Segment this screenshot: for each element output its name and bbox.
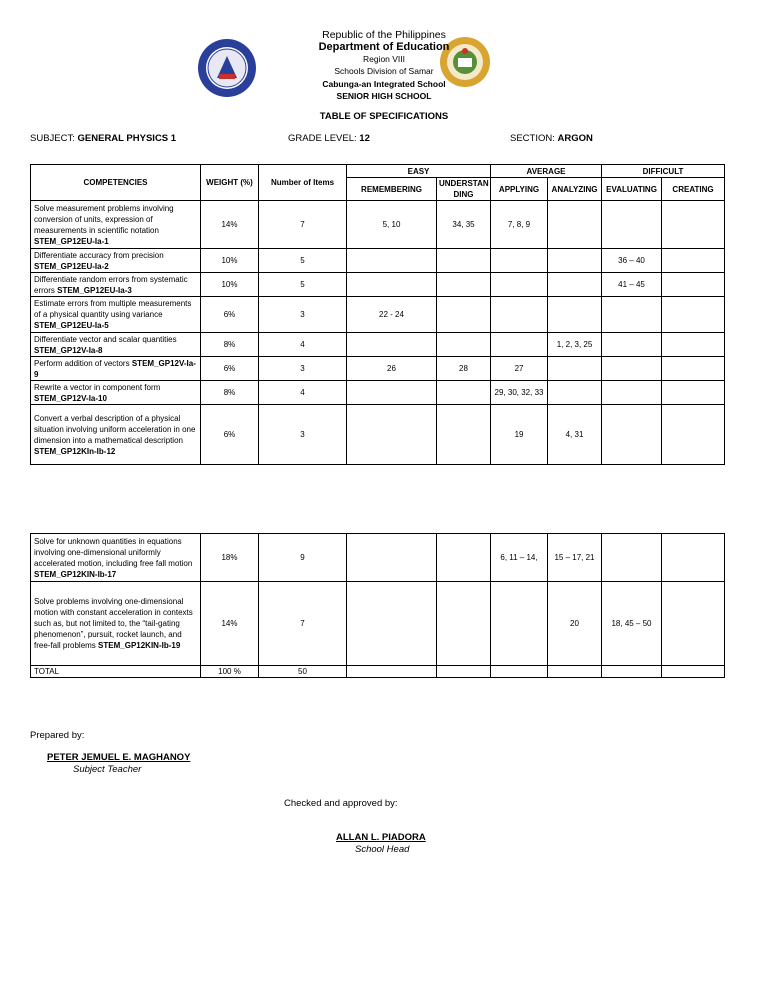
understanding-cell	[437, 381, 491, 405]
creating-cell	[662, 201, 725, 249]
empty-cell	[602, 666, 662, 678]
evaluating-cell: 18, 45 – 50	[602, 582, 662, 666]
understanding-cell	[437, 273, 491, 297]
items-header: Number of Items	[259, 165, 347, 201]
evaluating-cell	[602, 381, 662, 405]
weight-cell: 14%	[201, 582, 259, 666]
division-line: Schools Division of Samar	[334, 66, 434, 76]
competency-cell	[31, 201, 201, 249]
applying-cell	[491, 249, 548, 273]
competency-code: STEM_GP12KIN-Ib-17	[34, 569, 117, 579]
competency-description: Estimate errors from multiple measurements of a physical quantity using variance	[34, 299, 192, 319]
evaluating-cell: 36 – 40	[602, 249, 662, 273]
document-title: TABLE OF SPECIFICATIONS	[319, 111, 449, 122]
weight-cell: 8%	[201, 381, 259, 405]
deped-seal-logo	[197, 38, 257, 98]
items-cell: 4	[259, 381, 347, 405]
competency-code: STEM_GP12KIN-Ib-19	[98, 641, 181, 650]
analyzing-cell	[548, 357, 602, 381]
evaluating-header: EVALUATING	[602, 178, 662, 201]
items-cell: 5	[259, 249, 347, 273]
items-cell: 7	[259, 201, 347, 249]
understanding-cell	[437, 582, 491, 666]
analyzing-cell	[548, 273, 602, 297]
competency-description: Differentiate accuracy from precision	[34, 250, 164, 260]
competency-description: Solve problems involving one-dimensional motion with constant acceleration in contexts such as, but not limited to, the “tail-gating phenomenon”, pursuit, rocket launch, and free-fall problems	[34, 597, 193, 650]
competency-cell	[31, 333, 201, 357]
weight-cell: 6%	[201, 357, 259, 381]
school-level: SENIOR HIGH SCHOOL	[336, 91, 432, 101]
grade-value: 12	[359, 133, 370, 144]
competency-description: Differentiate random errors from systematic errors	[34, 274, 188, 295]
competency-description: Differentiate vector and scalar quantities	[34, 334, 177, 344]
competency-row	[31, 201, 725, 249]
analyzing-cell: 1, 2, 3, 25	[548, 333, 602, 357]
applying-cell: 7, 8, 9	[491, 201, 548, 249]
competency-code: STEM_GP12EU-Ia-3	[57, 285, 132, 295]
items-cell: 9	[259, 534, 347, 582]
understanding-cell: 28	[437, 357, 491, 381]
understanding-cell	[437, 297, 491, 333]
remembering-cell	[347, 582, 437, 666]
competency-cell	[31, 534, 201, 582]
competency-row	[31, 405, 725, 465]
remembering-cell	[347, 273, 437, 297]
subject-label: SUBJECT:	[30, 133, 75, 144]
total-row	[31, 666, 725, 678]
difficult-header: DIFFICULT	[602, 165, 725, 178]
approver-name: ALLAN L. PIADORA	[336, 832, 426, 843]
remembering-cell	[347, 534, 437, 582]
analyzing-cell: 20	[548, 582, 602, 666]
applying-cell: 6, 11 – 14,	[491, 534, 548, 582]
competency-row	[31, 273, 725, 297]
weight-cell: 10%	[201, 273, 259, 297]
remembering-cell: 26	[347, 357, 437, 381]
remembering-header: REMEMBERING	[347, 178, 437, 201]
competency-cell	[31, 297, 201, 333]
applying-cell	[491, 582, 548, 666]
competency-code: STEM_GP12KIn-Ib-12	[34, 446, 116, 456]
region-line: Region VIII	[362, 54, 406, 64]
understanding-cell	[437, 249, 491, 273]
empty-cell	[347, 666, 437, 678]
competency-description: Convert a verbal description of a physical situation involving uniform acceleration in one dimension into a mathematical description	[34, 413, 196, 445]
subject-meta	[30, 133, 176, 144]
understanding-cell	[437, 405, 491, 465]
competency-description: Rewrite a vector in component form	[34, 382, 161, 392]
analyzing-cell: 15 – 17, 21	[548, 534, 602, 582]
remembering-cell: 5, 10	[347, 201, 437, 249]
understanding-cell: 34, 35	[437, 201, 491, 249]
competency-code: STEM_GP12EU-Ia-2	[34, 261, 109, 271]
average-header: AVERAGE	[491, 165, 602, 178]
competency-description: Perform addition of vectors	[34, 358, 130, 368]
section-value: ARGON	[557, 133, 593, 144]
remembering-cell: 22 - 24	[347, 297, 437, 333]
applying-cell: 27	[491, 357, 548, 381]
competency-code: STEM_GP12EU-Ia-5	[34, 321, 109, 330]
creating-cell	[662, 357, 725, 381]
items-cell: 4	[259, 333, 347, 357]
creating-cell	[662, 297, 725, 333]
competency-row	[31, 249, 725, 273]
analyzing-cell	[548, 297, 602, 333]
applying-cell: 29, 30, 32, 33	[491, 381, 548, 405]
evaluating-cell: 41 – 45	[602, 273, 662, 297]
creating-header: CREATING	[662, 178, 725, 201]
analyzing-cell	[548, 201, 602, 249]
items-cell: 3	[259, 297, 347, 333]
competency-code: STEM_GP12V-Ia-9	[34, 358, 196, 379]
evaluating-cell	[602, 201, 662, 249]
competency-row	[31, 297, 725, 333]
weight-cell: 6%	[201, 297, 259, 333]
empty-cell	[437, 666, 491, 678]
applying-cell: 19	[491, 405, 548, 465]
remembering-cell	[347, 405, 437, 465]
section-meta	[510, 133, 593, 144]
approver-role: School Head	[355, 844, 410, 855]
creating-cell	[662, 405, 725, 465]
preparer-role: Subject Teacher	[73, 764, 142, 775]
competency-row	[31, 333, 725, 357]
school-name: Cabunga-an Integrated School	[322, 79, 446, 89]
republic-line: Republic of the Philippines	[322, 29, 446, 41]
understanding-header: UNDERSTAN DING	[437, 178, 491, 201]
items-cell: 7	[259, 582, 347, 666]
competency-cell	[31, 249, 201, 273]
remembering-cell	[347, 381, 437, 405]
empty-cell	[491, 666, 548, 678]
specifications-table-2	[30, 533, 725, 678]
easy-header: EASY	[347, 165, 491, 178]
competency-cell	[31, 273, 201, 297]
applying-cell	[491, 273, 548, 297]
items-cell: 3	[259, 405, 347, 465]
creating-cell	[662, 273, 725, 297]
weight-cell: 10%	[201, 249, 259, 273]
total-weight: 100 %	[201, 666, 259, 678]
analyzing-cell	[548, 381, 602, 405]
analyzing-cell: 4, 31	[548, 405, 602, 465]
preparer-name: PETER JEMUEL E. MAGHANOY	[47, 752, 191, 763]
grade-label: GRADE LEVEL:	[288, 133, 357, 144]
competency-code: STEM_GP12V-Ia-10	[34, 393, 107, 403]
competency-description: Solve for unknown quantities in equations involving one-dimensional uniformly accelerated motion, including free fall motion	[34, 536, 193, 568]
creating-cell	[662, 249, 725, 273]
weight-cell: 14%	[201, 201, 259, 249]
creating-cell	[662, 534, 725, 582]
competency-code: STEM_GP12EU-Ia-1	[34, 236, 109, 246]
creating-cell	[662, 381, 725, 405]
total-label: TOTAL	[31, 666, 201, 678]
evaluating-cell	[602, 534, 662, 582]
competency-description: Solve measurement problems involving conversion of units, expression of measurements in scientific notation	[34, 203, 174, 235]
competency-row	[31, 381, 725, 405]
remembering-cell	[347, 249, 437, 273]
remembering-cell	[347, 333, 437, 357]
department-line: Department of Education	[318, 41, 450, 53]
weight-header: WEIGHT (%)	[201, 165, 259, 201]
competency-row	[31, 357, 725, 381]
competency-row	[31, 534, 725, 582]
weight-cell: 18%	[201, 534, 259, 582]
grade-meta	[288, 133, 370, 144]
empty-cell	[548, 666, 602, 678]
competencies-header: COMPETENCIES	[31, 165, 201, 201]
analyzing-header: ANALYZING	[548, 178, 602, 201]
creating-cell	[662, 582, 725, 666]
creating-cell	[662, 333, 725, 357]
applying-header: APPLYING	[491, 178, 548, 201]
total-items: 50	[259, 666, 347, 678]
applying-cell	[491, 297, 548, 333]
evaluating-cell	[602, 333, 662, 357]
evaluating-cell	[602, 297, 662, 333]
weight-cell: 8%	[201, 333, 259, 357]
evaluating-cell	[602, 357, 662, 381]
evaluating-cell	[602, 405, 662, 465]
items-cell: 5	[259, 273, 347, 297]
competency-row	[31, 582, 725, 666]
analyzing-cell	[548, 249, 602, 273]
competency-code: STEM_GP12V-Ia-8	[34, 345, 103, 355]
competency-cell	[31, 405, 201, 465]
specifications-table-1	[30, 164, 725, 465]
section-label: SECTION:	[510, 133, 555, 144]
applying-cell	[491, 333, 548, 357]
competency-cell	[31, 582, 201, 666]
prepared-by-label: Prepared by:	[30, 730, 85, 741]
empty-cell	[662, 666, 725, 678]
weight-cell: 6%	[201, 405, 259, 465]
understanding-cell	[437, 534, 491, 582]
competency-cell	[31, 357, 201, 381]
competency-cell	[31, 381, 201, 405]
items-cell: 3	[259, 357, 347, 381]
understanding-cell	[437, 333, 491, 357]
checked-by-label: Checked and approved by:	[284, 798, 398, 809]
subject-value: GENERAL PHYSICS 1	[77, 133, 177, 144]
